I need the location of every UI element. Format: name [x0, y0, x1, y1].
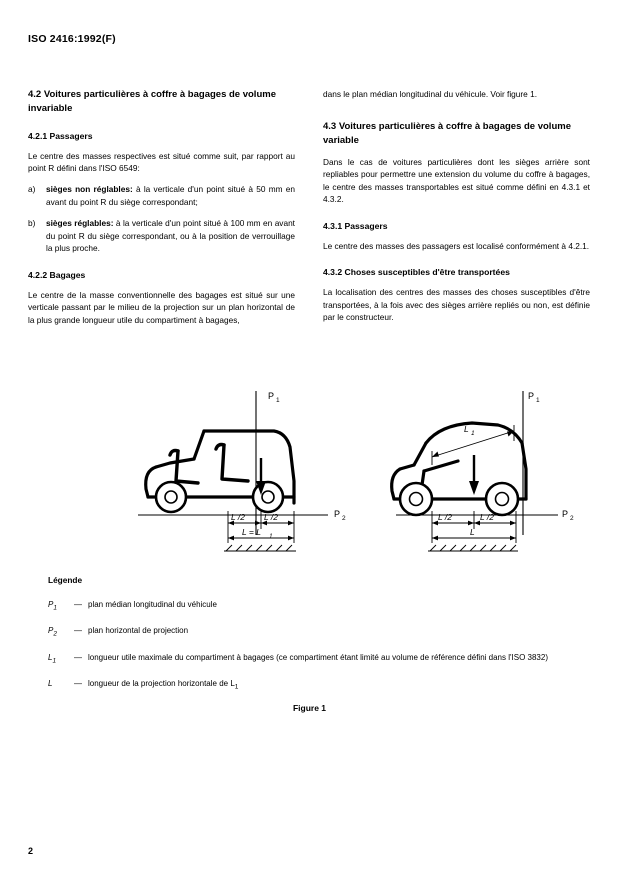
paragraph-4-3: Dans le cas de voitures particulières dont les sièges arrière sont repliables pour permettre une extension du volume du coffre à bagages, le centre des masses transportables est situé comme défini en 4.3.1 et 4.3.2.: [323, 156, 590, 205]
left-label-p2: P: [334, 509, 341, 519]
heading-4-3: 4.3 Voitures particulières à coffre à bagages de volume variable: [323, 121, 571, 147]
left-dim-total-sub: 1: [269, 533, 273, 540]
list-item: [28, 217, 295, 254]
left-dim-total: L = L: [242, 527, 261, 537]
right-diagram: [392, 391, 574, 551]
page-header: ISO 2416:1992(F): [28, 33, 116, 45]
heading-4-2-2: 4.2.2 Bagages: [28, 269, 86, 280]
right-dim-half-right: L /2: [480, 512, 495, 522]
right-dim-total: L: [470, 527, 475, 537]
paragraph-continuation: dans le plan médian longitudinal du véhicule. Voir figure 1.: [323, 89, 538, 99]
heading-4-2: 4.2 Voitures particulières à coffre à bagages de volume invariable: [28, 89, 276, 114]
left-label-p2-sub: 2: [342, 515, 346, 522]
left-dim-half-right: L /2: [264, 512, 279, 522]
paragraph-4-2-2: Le centre de la masse conventionnelle des bagages est situé sur une verticale passant par le milieu de la projection sur un plan horizontal de la plus grande longueur utile du compartiment à bagages,: [28, 289, 295, 325]
left-label-p1-sub: 1: [276, 397, 280, 404]
legend-entry: [48, 599, 588, 613]
list-item-label-a: a): [28, 184, 36, 195]
list-item-a-text: à la verticale d'un point situé à 50 mm en avant du point R du siège correspondant;: [46, 184, 296, 207]
legend-dash: —: [74, 679, 82, 689]
right-dim-half-left: L /2: [438, 512, 453, 522]
left-diagram: [138, 391, 346, 551]
paragraph-4-3-2: La localisation des centres des masses des choses susceptibles d'être transportées, à la fois avec des sièges arrière repliés ou non, est définie par le constructeur.: [323, 287, 590, 323]
left-dim-half-left: L /2: [231, 512, 246, 522]
page-number: 2: [28, 846, 34, 856]
two-column-body: [28, 88, 591, 335]
paragraph-4-2-1: Le centre des masses respectives est situé comme suit, par rapport au point R défini dans l'ISO 6549:: [28, 150, 295, 173]
legend-dash: —: [74, 652, 82, 662]
heading-4-3-2: 4.3.2 Choses susceptibles d'être transportées: [323, 267, 510, 278]
list-item-a-bold: sièges non réglables:: [46, 184, 133, 195]
legend-symbol: $L_1$: [48, 652, 57, 665]
list-item-label-b: b): [28, 218, 36, 229]
legend-symbol: $P_1$: [48, 600, 57, 612]
list-item: [28, 183, 295, 208]
right-label-l1-sub: 1: [471, 430, 475, 437]
legend-text: plan horizontal de projection: [88, 626, 189, 636]
heading-4-3-1: 4.3.1 Passagers: [323, 220, 388, 231]
legend-dash: —: [74, 600, 82, 609]
right-label-p1: P: [528, 391, 535, 401]
figure-caption: Figure 1: [292, 703, 327, 713]
legend-entry: [48, 652, 588, 666]
legend-text: longueur utile maximale du compartiment à bagages (ce compartiment étant limité au volume de référence défini dans l'ISO 3832): [88, 652, 548, 662]
legend-dash: —: [74, 626, 82, 636]
right-label-p2: P: [562, 509, 569, 519]
right-column: [323, 88, 590, 335]
paragraph-4-3-1: Le centre des masses des passagers est localisé conformément à 4.2.1.: [323, 240, 590, 251]
left-label-p1: P: [268, 391, 275, 401]
right-label-l1: L: [464, 424, 469, 434]
figure-svg: [28, 385, 591, 580]
right-label-p1-sub: 1: [536, 397, 540, 404]
right-label-p2-sub: 2: [570, 515, 574, 522]
list-item-b-bold: sièges réglables:: [46, 218, 114, 229]
legend-text: plan médian longitudinal du véhicule: [88, 600, 217, 609]
legend-symbol: L: [48, 679, 53, 689]
heading-4-2-1: 4.2.1 Passagers: [28, 130, 93, 141]
left-column: [28, 88, 295, 335]
legend-title: Légende: [48, 575, 83, 585]
legend-symbol: $P_2$: [48, 626, 57, 638]
figure-1-illustrations: [28, 385, 591, 580]
figure-legend: [48, 575, 588, 704]
list-item-b-text: à la verticale d'un point situé à 100 mm en avant du point R du siège correspondant, ou à la position de verrouillage la plus proche.: [46, 218, 295, 254]
legend-entry: [48, 625, 588, 639]
legend-text: longueur de la projection horizontale de $L_1$: [88, 679, 239, 691]
legend-entry: [48, 678, 588, 692]
